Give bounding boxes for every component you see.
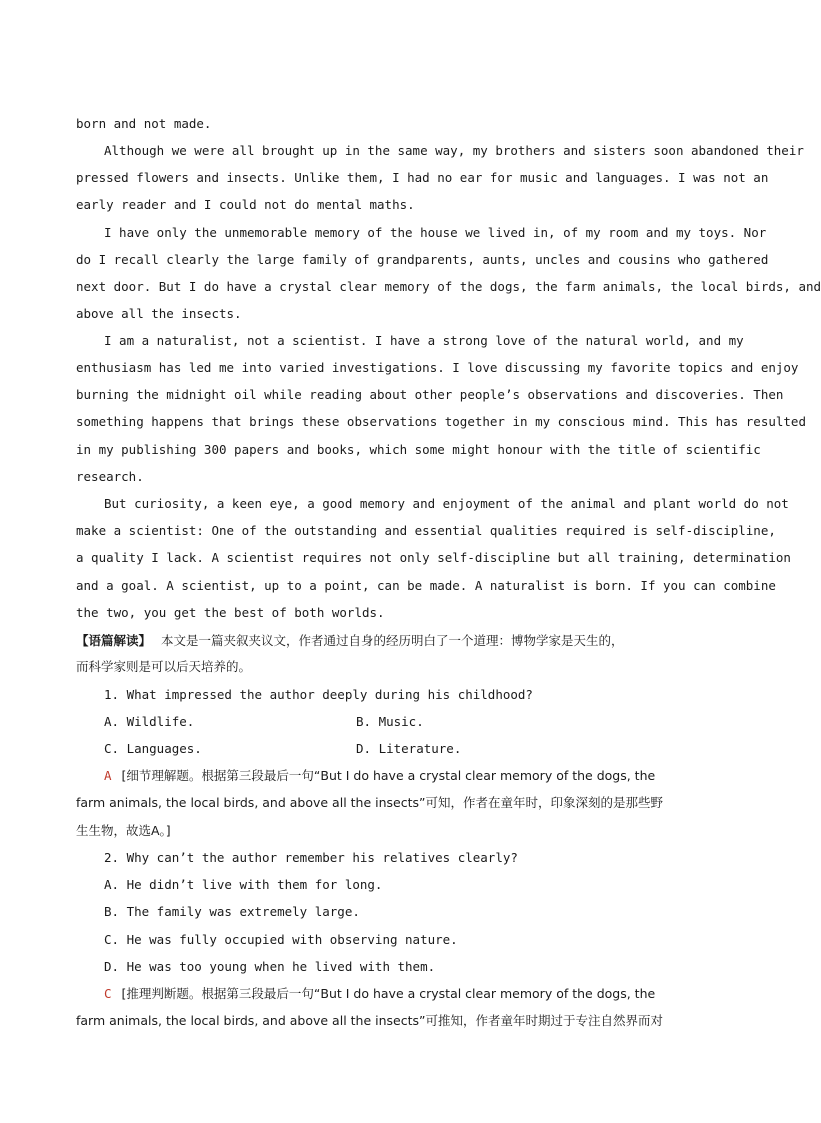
question-1-explanation-text: [细节理解题。根据第三段最后一句“But I do have a crystal clear memory of the dogs, the bbox=[121, 768, 656, 783]
question-2-explanation-text: [推理判断题。根据第三段最后一句“But I do have a crystal clear memory of the dogs, the bbox=[121, 986, 656, 1001]
reading-note-header: 【语篇解读】 bbox=[76, 633, 152, 648]
passage-line: But curiosity, a keen eye, a good memory and enjoyment of the animal and plant world do not bbox=[104, 496, 789, 511]
question-1-explanation-line: farm animals, the local birds, and above all the insects”可知，作者在童年时，印象深刻的是那些野 bbox=[76, 795, 663, 810]
question-2-option-c: C. He was fully occupied with observing nature. bbox=[104, 932, 458, 947]
question-2-answer: C bbox=[104, 986, 112, 1001]
passage-line: above all the insects. bbox=[76, 306, 242, 321]
passage-line: early reader and I could not do mental maths. bbox=[76, 197, 415, 212]
passage-line: born and not made. bbox=[76, 116, 212, 131]
reading-note-text: 本文是一篇夹叙夹议文，作者通过自身的经历明白了一个道理：博物学家是天生的， bbox=[161, 633, 624, 648]
question-2-option-a: A. He didn’t live with them for long. bbox=[104, 877, 383, 892]
question-1-explanation bbox=[104, 766, 718, 786]
passage-line: I have only the unmemorable memory of the house we lived in, of my room and my toys. Nor bbox=[104, 225, 767, 240]
passage-line: something happens that brings these observations together in my conscious mind. This has resulted bbox=[76, 414, 806, 429]
passage-line: a quality I lack. A scientist requires not only self-discipline but all training, determination bbox=[76, 550, 791, 565]
passage-line: in my publishing 300 papers and books, which some might honour with the title of scientific bbox=[76, 442, 761, 457]
question-1-option-c: C. Languages. bbox=[104, 741, 202, 756]
question-1-explanation-line: 生生物，故选A。] bbox=[76, 823, 171, 838]
passage-line: do I recall clearly the large family of grandparents, aunts, uncles and cousins who gathered bbox=[76, 252, 769, 267]
reading-note bbox=[76, 631, 718, 651]
reading-note-line: 而科学家则是可以后天培养的。 bbox=[76, 659, 252, 674]
question-1-answer: A bbox=[104, 768, 112, 783]
passage-line: research. bbox=[76, 469, 144, 484]
question-2-explanation-line: farm animals, the local birds, and above all the insects”可推知，作者童年时期过于专注自然界而对 bbox=[76, 1013, 663, 1028]
question-1-option-d: D. Literature. bbox=[356, 741, 462, 756]
passage-line: enthusiasm has led me into varied investigations. I love discussing my favorite topics and enjoy bbox=[76, 360, 799, 375]
passage-line: I am a naturalist, not a scientist. I have a strong love of the natural world, and my bbox=[104, 333, 744, 348]
question-1-stem: 1. What impressed the author deeply during his childhood? bbox=[104, 687, 533, 702]
passage-line: and a goal. A scientist, up to a point, can be made. A naturalist is born. If you can combine bbox=[76, 578, 776, 593]
passage-line: make a scientist: One of the outstanding and essential qualities required is self-discipline, bbox=[76, 523, 776, 538]
question-2-option-b: B. The family was extremely large. bbox=[104, 904, 360, 919]
passage-line: next door. But I do have a crystal clear memory of the dogs, the farm animals, the local birds, and bbox=[76, 279, 821, 294]
passage-line: the two, you get the best of both worlds. bbox=[76, 605, 385, 620]
question-2-stem: 2. Why can’t the author remember his relatives clearly? bbox=[104, 850, 518, 865]
passage-line: pressed flowers and insects. Unlike them, I had no ear for music and languages. I was not an bbox=[76, 170, 769, 185]
question-1-option-b: B. Music. bbox=[356, 714, 424, 729]
passage-line: burning the midnight oil while reading about other people’s observations and discoveries. Then bbox=[76, 387, 784, 402]
question-2-explanation bbox=[104, 984, 718, 1004]
passage-line: Although we were all brought up in the same way, my brothers and sisters soon abandoned their bbox=[104, 143, 804, 158]
question-2-option-d: D. He was too young when he lived with them. bbox=[104, 959, 436, 974]
question-1-option-a: A. Wildlife. bbox=[104, 714, 195, 729]
